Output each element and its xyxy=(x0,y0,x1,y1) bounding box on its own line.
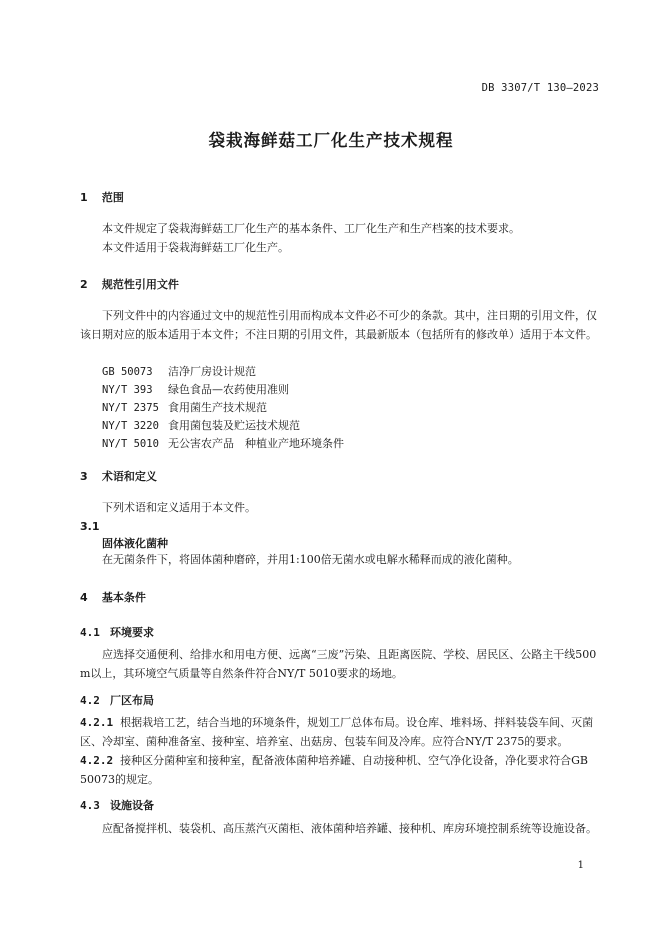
subsection-number: 4.1 xyxy=(80,626,100,639)
term-number: 3.1 xyxy=(80,520,100,533)
reference-item xyxy=(102,417,300,433)
reference-item xyxy=(102,435,344,451)
section-title: 基本条件 xyxy=(101,591,146,604)
standard-code: DB 3307/T 130—2023 xyxy=(481,82,599,94)
clause-text: 接种区分菌种室和接种室，配备液体菌种培养罐、自动接种机、空气净化设备，净化要求符合GB 50073的规定。 xyxy=(80,754,588,786)
paragraph: 应选择交通便利、给排水和用电方便、远离“三废”污染、且距离医院、学校、居民区、公路主干线500 m以上，其环境空气质量等自然条件符合NY/T 5010要求的场地。 xyxy=(80,648,597,680)
section-number: 4 xyxy=(80,591,88,604)
section-number: 1 xyxy=(80,191,88,204)
reference-code: NY/T 3220 xyxy=(102,420,159,432)
reference-name: 洁净厂房设计规范 xyxy=(168,365,256,378)
paragraph: 应配备搅拌机、装袋机、高压蒸汽灭菌柜、液体菌种培养罐、接种机、库房环境控制系统等设施设备。 xyxy=(102,822,597,835)
subsection-number: 4.2 xyxy=(80,694,100,707)
section-title: 术语和定义 xyxy=(101,470,157,483)
reference-code: NY/T 5010 xyxy=(102,438,159,450)
section-title: 规范性引用文件 xyxy=(101,278,179,291)
section-title: 范围 xyxy=(101,191,124,204)
paragraph: 下列文件中的内容通过文中的规范性引用而构成本文件必不可少的条款。其中，注日期的引用文件，仅该日期对应的版本适用于本文件；不注日期的引用文件，其最新版本（包括所有的修改单）适用于本文件。 xyxy=(80,309,597,341)
clause-4-2-1 xyxy=(80,713,600,751)
reference-name: 绿色食品—农药使用准则 xyxy=(168,383,289,396)
subsection-number: 4.3 xyxy=(80,799,100,812)
reference-code: GB 50073 xyxy=(102,366,153,378)
paragraph: 本文件适用于袋栽海鲜菇工厂化生产。 xyxy=(102,241,289,254)
reference-code: NY/T 393 xyxy=(102,384,153,396)
section-3-heading xyxy=(80,468,157,484)
subsection-4-1-heading xyxy=(80,624,154,640)
subsection-4-2-heading xyxy=(80,692,154,708)
section-number: 2 xyxy=(80,278,88,291)
section-2-heading xyxy=(80,276,179,292)
subsection-4-3-heading xyxy=(80,797,154,813)
section-4-heading xyxy=(80,589,146,605)
reference-name: 食用菌包装及贮运技术规范 xyxy=(168,419,300,432)
reference-code: NY/T 2375 xyxy=(102,402,159,414)
section-1-heading xyxy=(80,189,124,205)
section-number: 3 xyxy=(80,470,88,483)
reference-name: 无公害农产品 种植业产地环境条件 xyxy=(168,437,344,450)
subsection-title: 环境要求 xyxy=(110,626,154,639)
reference-item xyxy=(102,363,256,379)
term-name: 固体液化菌种 xyxy=(102,537,168,550)
reference-name: 食用菌生产技术规范 xyxy=(168,401,267,414)
clause-4-2-2 xyxy=(80,751,600,789)
page-number: 1 xyxy=(577,860,584,871)
clause-text: 根据栽培工艺，结合当地的环境条件，规划工厂总体布局。设仓库、堆料场、拌料装袋车间、灭菌区、冷却室、菌种准备室、接种室、培养室、出菇房、包装车间及冷库。应符合NY/T 2375的要求。 xyxy=(80,716,594,748)
clause-number: 4.2.2 xyxy=(80,754,114,767)
subsection-title: 厂区布局 xyxy=(110,694,154,707)
paragraph: 本文件规定了袋栽海鲜菇工厂化生产的基本条件、工厂化生产和生产档案的技术要求。 xyxy=(102,222,520,235)
subsection-title: 设施设备 xyxy=(110,799,154,812)
reference-item xyxy=(102,381,289,397)
term-definition: 在无菌条件下，将固体菌种磨碎，并用1:100倍无菌水或电解水稀释而成的液化菌种。 xyxy=(102,553,519,566)
document-title: 袋栽海鲜菇工厂化生产技术规程 xyxy=(208,131,454,150)
paragraph: 下列术语和定义适用于本文件。 xyxy=(102,501,256,514)
clause-number: 4.2.1 xyxy=(80,716,114,729)
reference-item xyxy=(102,399,267,415)
